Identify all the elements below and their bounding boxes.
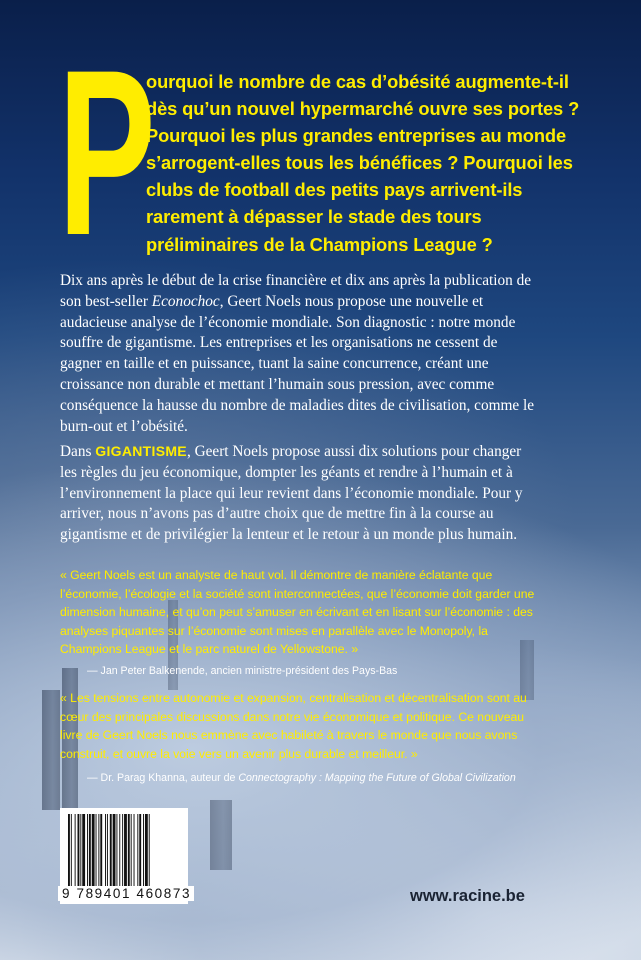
barcode-bar xyxy=(149,814,150,888)
building-silhouette xyxy=(210,800,232,870)
barcode-bar xyxy=(113,814,116,888)
barcode-bar xyxy=(116,814,117,888)
barcode-bar xyxy=(75,814,76,888)
barcode-bar xyxy=(105,814,106,888)
barcode-bar xyxy=(128,814,130,888)
publisher-website: www.racine.be xyxy=(410,887,525,905)
quote-balkenende: « Geert Noels est un analyste de haut vol. Il démontre de manière éclatante que l’économie, l’écologie et la société sont interconnectées, que l’économie doit garder une dimension humaine, et qu’on peut s’amuser en écrivant et en lisant sur l’économie : des analyses piquantes sur l’économie sont mises en parallèle avec le Monopoly, la Champions League et le parc naturel de Yellowstone. » xyxy=(60,568,535,657)
barcode-bar xyxy=(107,814,108,888)
isbn-number: 9 789401 460873 xyxy=(58,886,194,901)
barcode-bar xyxy=(119,814,120,888)
barcode-bars xyxy=(66,814,182,888)
barcode-bar xyxy=(124,814,127,888)
barcode-bar xyxy=(122,814,123,888)
barcode-bar xyxy=(82,814,85,888)
paragraph-intro: Dix ans après le début de la crise financière et dix ans après la publication de son best-seller Econochoc, Geert Noels nous propose une nouvelle et audacieuse analyse de l’économie mondiale. Son diagnostic : notre monde souffre de gigantisme. Les entreprises et les organisations ne cessent de gagner en taille et en puissance, tuant la saine concurrence, créant une croissance non durable et mettant l’humain sous pression, avec comme conséquence la hausse du nombre de maladies dites de civilisation, comme le burn-out et l’obésité. xyxy=(60,272,535,435)
barcode-bar xyxy=(89,814,91,888)
barcode-bar xyxy=(80,814,81,888)
quote-khanna: « Les tensions entre autonomie et expansion, centralisation et décentralisation sont au cœur des principales discussions dans notre vie économique et politique. Ce nouveau livre de Geert Noels nous emmène avec habileté à travers le monde que nous avons construit, et ouvre la voie vers un avenir plus durable et meilleur. » xyxy=(60,691,527,761)
barcode-bar xyxy=(100,814,102,888)
barcode-bar xyxy=(131,814,132,888)
barcode-bar xyxy=(78,814,80,888)
barcode-bar xyxy=(110,814,112,888)
barcode-bar xyxy=(68,814,70,888)
barcode-bar xyxy=(143,814,144,888)
drop-cap: P xyxy=(58,21,156,285)
barcode-bar xyxy=(96,814,97,888)
building-silhouette xyxy=(42,690,60,810)
barcode-bar xyxy=(71,814,72,888)
lead-questions: ourquoi le nombre de cas d’obésité augmente-t-il dès qu’un nouvel hypermarché ouvre ses portes ? Pourquoi les plus grandes entreprises au monde s’arrogent-elles tous les bénéfices ? Pourquoi les clubs de football des petits pays arrivent-ils rarement à dépasser le stade des tours préliminaires de la Champions League ? xyxy=(146,71,580,255)
paragraph-solutions: Dans GIGANTISME, Geert Noels propose aussi dix solutions pour changer les règles du jeu économique, dompter les géants et rendre à l’humain et à l’environnement la place qui leur revient dans l’économie mondiale. Pour y arriver, nous n’avons pas d’autre choix que de mettre fin à la course au gigantisme et de privilégier la lenteur et le retour à un monde plus humain. xyxy=(60,443,523,544)
barcode-bar xyxy=(145,814,148,888)
barcode-bar xyxy=(137,814,138,888)
barcode-bar xyxy=(134,814,135,888)
quote-attribution-khanna: — Dr. Parag Khanna, auteur de Connectography : Mapping the Future of Global Civilization xyxy=(87,772,516,784)
barcode-bar xyxy=(92,814,95,888)
quote-attribution-balkenende: — Jan Peter Balkenende, ancien ministre-président des Pays-Bas xyxy=(87,665,398,677)
book-title-gigantisme: GIGANTISME xyxy=(95,443,187,459)
barcode-bar xyxy=(98,814,99,888)
barcode-bar xyxy=(139,814,141,888)
book-title-econochoc: Econochoc xyxy=(151,292,220,310)
barcode-bar xyxy=(87,814,88,888)
